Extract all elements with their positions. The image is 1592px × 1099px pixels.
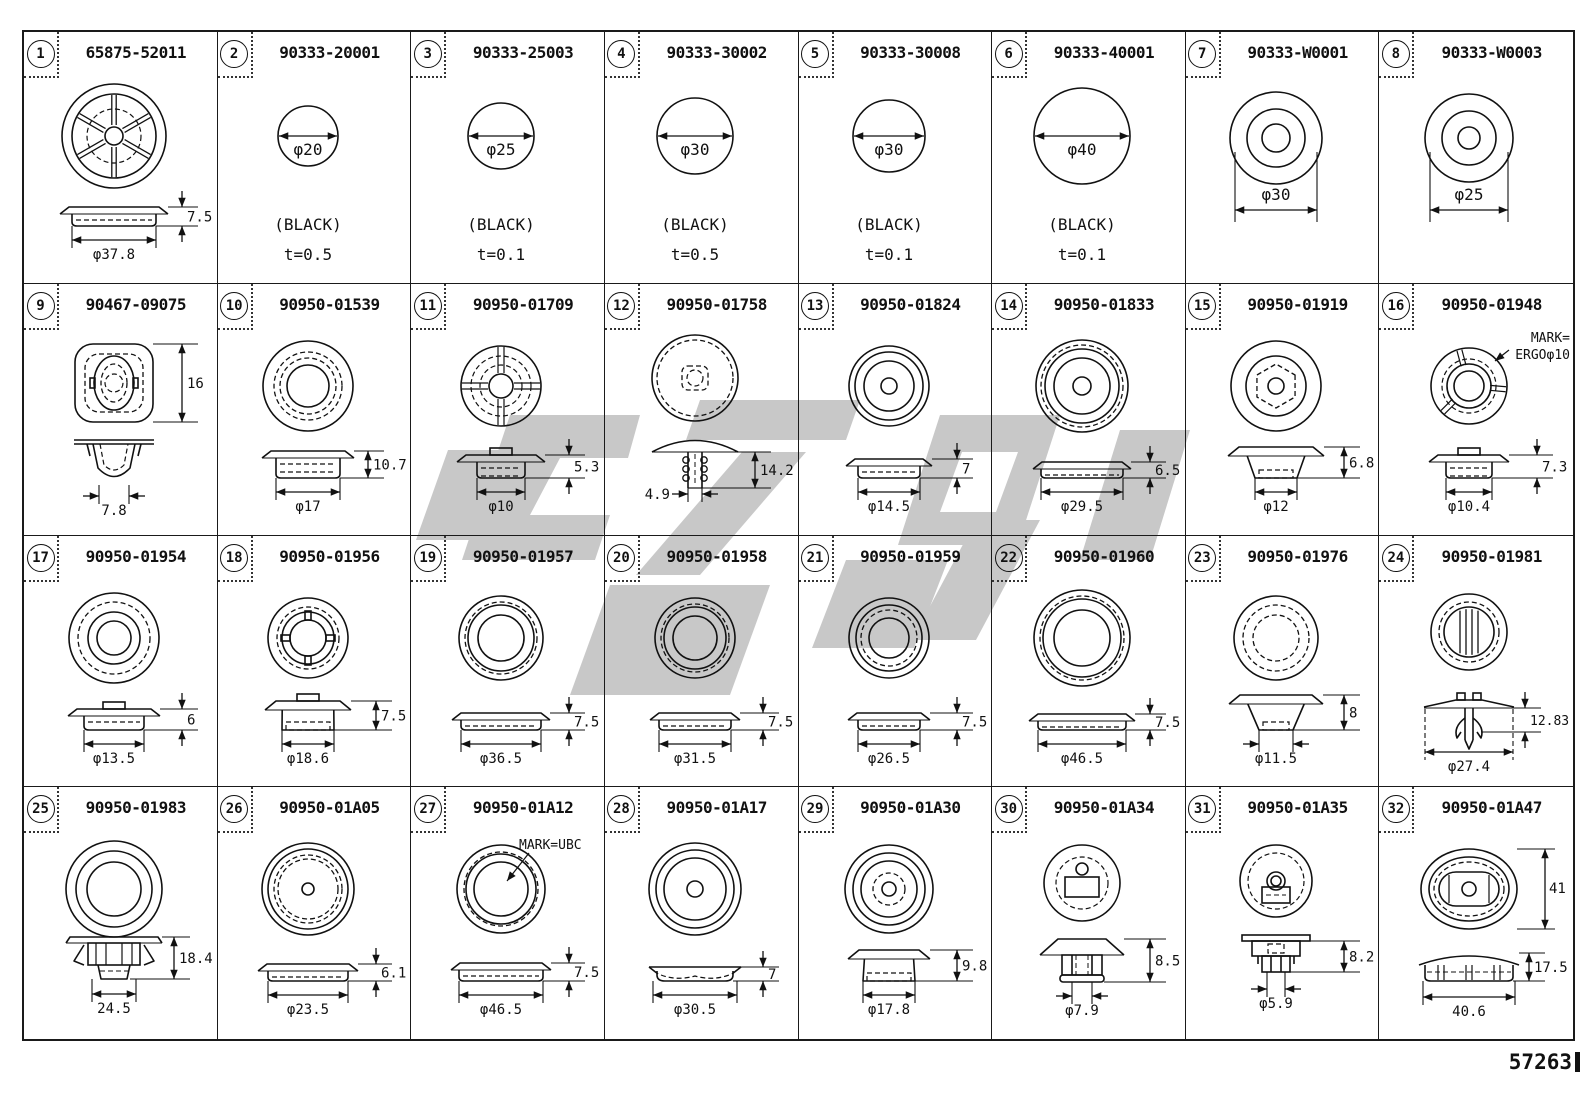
dim-label: 12.83 (1530, 713, 1570, 729)
dim-label: (BLACK) (854, 215, 923, 234)
item-number: 28 (607, 795, 635, 823)
part-cell-23 (1186, 536, 1380, 788)
item-number: 14 (995, 292, 1023, 320)
part-number: 90950-01833 (1053, 294, 1155, 314)
item-number-badge (799, 32, 834, 78)
item-number-badge (1379, 536, 1414, 582)
item-number-badge (1186, 787, 1221, 833)
part-cell-8 (1379, 32, 1573, 284)
part-number: 90950-01539 (279, 294, 380, 314)
part-number: 90950-01824 (860, 294, 961, 314)
clipped-character (1575, 1052, 1580, 1072)
item-number-badge (799, 284, 834, 330)
item-number-badge (1186, 536, 1221, 582)
dim-label: φ14.5 (867, 498, 910, 515)
dim-label: φ37.8 (92, 247, 136, 263)
part-number: 90950-01957 (472, 546, 574, 566)
item-number: 22 (995, 544, 1023, 572)
part-cell-3 (411, 32, 605, 284)
item-number-badge (411, 536, 446, 582)
item-number-badge (992, 536, 1027, 582)
dim-label: 7.8 (101, 502, 127, 519)
part-number: 90333-W0001 (1247, 43, 1348, 62)
part-cell-6 (992, 32, 1186, 284)
item-number: 31 (1188, 795, 1216, 823)
item-number-badge (411, 32, 446, 78)
part-number: 90467-09075 (85, 294, 187, 314)
part-drawing (218, 580, 411, 786)
dim-label: φ12 (1263, 498, 1289, 515)
dim-label: φ25 (486, 140, 516, 159)
part-cell-32 (1379, 787, 1573, 1039)
dim-label: φ30 (874, 140, 903, 159)
part-number: 90950-01960 (1053, 546, 1155, 566)
part-cell-27 (411, 787, 605, 1039)
item-number-badge (218, 787, 253, 833)
part-drawing (24, 328, 217, 534)
part-cell-11 (411, 284, 605, 536)
part-drawing (24, 76, 217, 282)
item-number-badge (218, 536, 253, 582)
dim-label: φ5.9 (1258, 996, 1293, 1013)
part-cell-19 (411, 536, 605, 788)
part-cell-1 (24, 32, 218, 284)
part-cell-16 (1379, 284, 1573, 536)
part-number: 90333-30008 (860, 43, 961, 62)
part-cell-28 (605, 787, 799, 1039)
item-number: 24 (1382, 544, 1410, 572)
item-number: 1 (27, 40, 55, 68)
part-number: 90950-01954 (85, 546, 187, 566)
part-number: 90950-01A17 (666, 798, 767, 818)
item-number-badge (605, 787, 640, 833)
item-number: 10 (220, 292, 248, 320)
part-number: 90950-01948 (1441, 294, 1542, 314)
item-number: 19 (414, 544, 442, 572)
dim-label: 8.2 (1348, 949, 1375, 966)
dim-label: φ26.5 (867, 750, 910, 767)
part-cell-24 (1379, 536, 1573, 788)
dim-label: 7.5 (1155, 714, 1181, 731)
dim-label: φ40 (1067, 140, 1097, 159)
dim-label: (BLACK) (273, 215, 342, 234)
part-cell-29 (799, 787, 993, 1039)
part-number: 90950-01A35 (1247, 798, 1348, 818)
item-number: 27 (414, 795, 442, 823)
part-drawing (799, 76, 992, 282)
part-number: 90333-W0003 (1441, 43, 1542, 62)
dim-label: φ46.5 (1061, 750, 1104, 767)
dim-label: 18.4 (179, 951, 213, 968)
part-drawing (799, 831, 992, 1037)
dim-label: φ10.4 (1448, 498, 1491, 515)
dim-label: φ7.9 (1065, 1003, 1099, 1020)
dim-label: φ36.5 (480, 750, 523, 767)
part-cell-20 (605, 536, 799, 788)
part-cell-30 (992, 787, 1186, 1039)
item-number: 13 (801, 292, 829, 320)
item-number-badge (1379, 284, 1414, 330)
part-drawing (1186, 328, 1379, 534)
part-cell-10 (218, 284, 412, 536)
part-number: 90333-30002 (666, 43, 767, 62)
dim-label: 40.6 (1452, 1004, 1487, 1021)
item-number-badge (218, 284, 253, 330)
item-number: 25 (27, 795, 55, 823)
item-number-badge (992, 284, 1027, 330)
dim-label: 24.5 (97, 1001, 131, 1018)
dim-label: φ11.5 (1254, 750, 1297, 767)
dim-label: 7 (767, 967, 777, 984)
part-drawing (605, 76, 798, 282)
part-drawing (1186, 580, 1379, 786)
dim-label: 10.7 (372, 457, 407, 474)
dim-label: 7.5 (767, 714, 794, 730)
item-number: 20 (607, 544, 635, 572)
part-drawing (218, 328, 411, 534)
dim-label: 7.5 (961, 714, 987, 730)
dim-label: 6 (187, 712, 196, 728)
item-number-badge (605, 284, 640, 330)
dim-label: φ30.5 (673, 1002, 716, 1019)
item-number-badge (24, 787, 59, 833)
item-number: 7 (1188, 40, 1216, 68)
part-cell-26 (218, 787, 412, 1039)
item-number-badge (605, 32, 640, 78)
parts-grid (22, 30, 1575, 1041)
dim-label: 7.5 (574, 714, 600, 730)
item-number: 26 (220, 795, 248, 823)
dim-label: φ30 (1261, 185, 1291, 204)
item-number: 3 (414, 40, 442, 68)
part-drawing (992, 831, 1185, 1037)
dim-label: 7.5 (574, 965, 600, 982)
dim-label: φ29.5 (1061, 498, 1104, 515)
part-number: 90950-01983 (85, 798, 187, 818)
part-cell-2 (218, 32, 412, 284)
dim-label: t=0.1 (477, 245, 526, 264)
item-number-badge (411, 787, 446, 833)
item-number-badge (24, 536, 59, 582)
item-number-badge (1186, 284, 1221, 330)
part-drawing (992, 328, 1185, 534)
figure-code-text: 57263 (1508, 1050, 1572, 1074)
item-number: 30 (995, 795, 1023, 823)
part-number: 90950-01709 (472, 294, 574, 314)
dim-label: 7.3 (1542, 459, 1568, 476)
dim-label: 8.5 (1155, 953, 1181, 970)
part-number: 90950-01A34 (1053, 798, 1155, 818)
part-drawing (411, 328, 604, 534)
part-cell-17 (24, 536, 218, 788)
item-number-badge (218, 32, 253, 78)
part-number: 90950-01956 (279, 546, 380, 566)
dim-label: 6.5 (1155, 462, 1181, 479)
part-drawing (218, 76, 411, 282)
part-cell-9 (24, 284, 218, 536)
dim-label: φ20 (293, 140, 323, 159)
item-number-badge (1379, 787, 1414, 833)
item-number: 6 (995, 40, 1023, 68)
item-number: 21 (801, 544, 829, 572)
part-number: 65875-52011 (85, 43, 187, 62)
item-number: 17 (27, 544, 55, 572)
dim-label: φ27.4 (1448, 758, 1491, 775)
dim-label: φ18.6 (286, 750, 329, 767)
dim-label: 16 (187, 375, 204, 392)
item-number: 11 (414, 292, 442, 320)
part-cell-14 (992, 284, 1186, 536)
dim-label: φ17.8 (867, 1002, 910, 1019)
item-number: 5 (801, 40, 829, 68)
part-cell-15 (1186, 284, 1380, 536)
part-drawing (411, 831, 604, 1037)
part-drawing (992, 76, 1185, 282)
dim-label: 41 (1549, 881, 1567, 898)
item-number-badge (1186, 32, 1221, 78)
part-number: 90950-01959 (860, 546, 961, 566)
item-number: 32 (1382, 795, 1410, 823)
dim-label: φ31.5 (673, 750, 716, 767)
part-number: 90950-01981 (1441, 546, 1542, 566)
item-number: 2 (220, 40, 248, 68)
item-number-badge (605, 536, 640, 582)
dim-label: φ30 (680, 140, 710, 159)
part-drawing (411, 76, 604, 282)
part-drawing (24, 831, 217, 1037)
dim-label: 6.8 (1348, 455, 1375, 472)
item-number: 18 (220, 544, 248, 572)
part-number: 90950-01919 (1247, 294, 1348, 314)
item-number-badge (992, 32, 1027, 78)
part-drawing (605, 831, 798, 1037)
part-number: 90950-01A47 (1441, 798, 1542, 818)
item-number: 12 (607, 292, 635, 320)
dim-label: φ23.5 (286, 1002, 329, 1019)
part-drawing (1186, 831, 1379, 1037)
dim-label: 7 (961, 461, 970, 478)
dim-label: φ13.5 (92, 750, 136, 767)
item-number-badge (411, 284, 446, 330)
dim-label: 5.3 (574, 459, 600, 476)
dim-label: φ46.5 (480, 1002, 523, 1019)
part-number: 90333-40001 (1053, 43, 1155, 62)
part-drawing (1379, 76, 1572, 282)
part-drawing (1186, 76, 1379, 282)
part-number: 90950-01A05 (279, 798, 380, 818)
dim-label: 14.2 (759, 462, 794, 479)
part-drawing (992, 580, 1185, 786)
dim-label: (BLACK) (661, 215, 729, 234)
part-cell-25 (24, 787, 218, 1039)
item-number-badge (992, 787, 1027, 833)
dim-label: ERGOφ10 (1515, 347, 1571, 363)
dim-label: 9.8 (961, 958, 987, 975)
item-number: 23 (1188, 544, 1216, 572)
part-number: 90333-25003 (472, 43, 574, 62)
dim-label: MARK=UBC (519, 838, 582, 854)
part-drawing (218, 831, 411, 1037)
part-cell-22 (992, 536, 1186, 788)
part-drawing (605, 580, 798, 786)
part-drawing (799, 328, 992, 534)
item-number-badge (24, 32, 59, 78)
part-number: 90950-01A12 (472, 798, 574, 818)
part-drawing (1379, 831, 1572, 1037)
dim-label: φ17 (294, 498, 321, 515)
part-cell-13 (799, 284, 993, 536)
part-cell-21 (799, 536, 993, 788)
part-number: 90950-01758 (666, 294, 767, 314)
part-number: 90950-01958 (666, 546, 767, 566)
dim-label: 8 (1348, 705, 1358, 721)
dim-label: 17.5 (1534, 960, 1569, 977)
part-cell-7 (1186, 32, 1380, 284)
item-number: 8 (1382, 40, 1410, 68)
dim-label: MARK= (1531, 330, 1571, 346)
item-number-badge (799, 787, 834, 833)
dim-label: 6.1 (380, 965, 406, 982)
dim-label: 7.5 (187, 209, 213, 226)
part-cell-12 (605, 284, 799, 536)
item-number-badge (799, 536, 834, 582)
item-number: 9 (27, 292, 55, 320)
dim-label: t=0.5 (283, 245, 332, 264)
part-drawing (411, 580, 604, 786)
item-number: 15 (1188, 292, 1216, 320)
dim-label: φ10 (488, 498, 514, 515)
part-number: 90950-01A30 (860, 798, 961, 818)
item-number: 4 (607, 40, 635, 68)
part-drawing (799, 580, 992, 786)
part-drawing (1379, 328, 1572, 534)
part-cell-5 (799, 32, 993, 284)
part-number: 90950-01976 (1247, 546, 1348, 566)
dim-label: (BLACK) (1048, 215, 1116, 234)
dim-label: t=0.1 (864, 245, 913, 264)
part-cell-31 (1186, 787, 1380, 1039)
part-number: 90333-20001 (279, 43, 380, 62)
dim-label: φ25 (1454, 185, 1484, 204)
figure-code (1509, 1050, 1580, 1074)
part-drawing (605, 328, 798, 534)
dim-label: 7.5 (380, 708, 406, 724)
dim-label: t=0.5 (670, 245, 719, 264)
item-number-badge (1379, 32, 1414, 78)
item-number: 16 (1382, 292, 1410, 320)
part-cell-18 (218, 536, 412, 788)
dim-label: 4.9 (644, 486, 670, 503)
dim-label: (BLACK) (467, 215, 535, 234)
item-number-badge (24, 284, 59, 330)
dim-label: t=0.1 (1058, 245, 1107, 264)
part-cell-4 (605, 32, 799, 284)
part-drawing (1379, 580, 1572, 786)
item-number: 29 (801, 795, 829, 823)
part-drawing (24, 580, 217, 786)
